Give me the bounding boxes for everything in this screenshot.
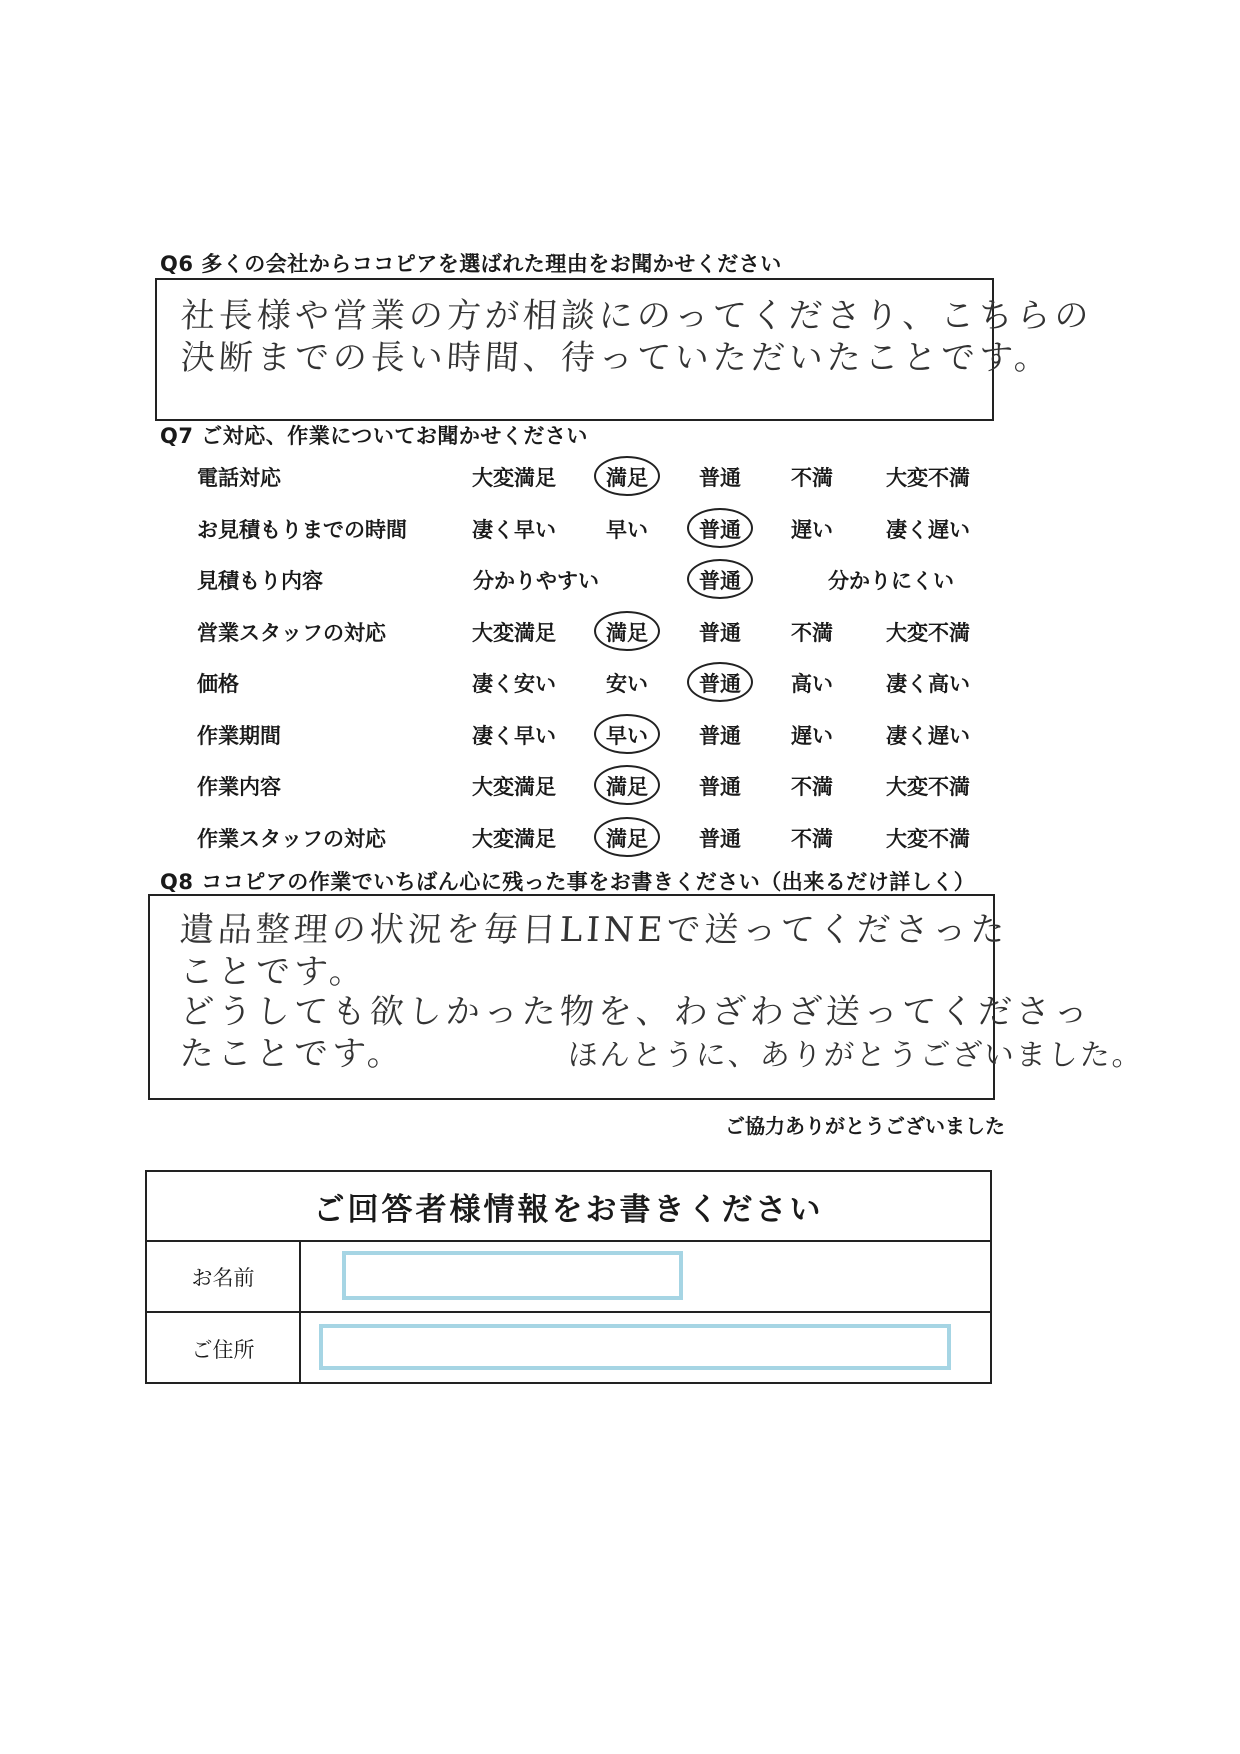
q7-option[interactable]: 満足 <box>606 466 648 490</box>
q7-option[interactable]: 不満 <box>791 466 833 490</box>
q8-answer-line-2: ことです。 <box>178 952 369 992</box>
q6-answer-line-2: 決断までの長い時間、待っていただいたことです。 <box>179 338 1054 378</box>
q7-option[interactable]: 大変不満 <box>886 620 970 645</box>
q7-option[interactable]: 分かりやすい <box>473 569 599 593</box>
q7-option[interactable]: 凄く高い <box>886 672 970 696</box>
q6-answer-line-1: 社長様や営業の方が相談にのってくださり、こちらの <box>179 296 1094 336</box>
q8-answer-closing: ほんとうに、ありがとうございました。 <box>566 1038 1145 1073</box>
q7-row-label: 価格 <box>197 672 239 696</box>
q7-option[interactable]: 大変不満 <box>886 826 970 851</box>
q7-option[interactable]: 早い <box>606 723 648 748</box>
q7-row-label: 作業スタッフの対応 <box>197 826 386 851</box>
q8-answer-line-3: どうしても欲しかった物を、わざわざ送ってくださっ <box>178 992 1093 1032</box>
q7-option[interactable]: 普通 <box>699 826 741 851</box>
q6-label: Q6 多くの会社からココピアを選ばれた理由をお聞かせください <box>160 252 782 276</box>
q7-row-label: 作業内容 <box>197 775 281 799</box>
q7-label: Q7 ご対応、作業についてお聞かせください <box>160 424 588 448</box>
q7-option[interactable]: 満足 <box>606 620 648 645</box>
q7-row-label: 作業期間 <box>197 723 281 748</box>
q7-option[interactable]: 普通 <box>699 569 741 593</box>
q7-option[interactable]: 大変満足 <box>472 775 556 799</box>
selected-circle-mark <box>594 817 660 857</box>
q7-row-label: お見積もりまでの時間 <box>197 517 407 542</box>
q7-option[interactable]: 凄く安い <box>472 672 556 696</box>
q7-option[interactable]: 普通 <box>699 723 741 748</box>
q7-option[interactable]: 大変満足 <box>472 826 556 851</box>
selected-circle-mark <box>687 559 753 599</box>
q7-option[interactable]: 普通 <box>699 517 741 542</box>
q7-option[interactable]: 普通 <box>699 620 741 645</box>
selected-circle-mark <box>687 662 753 702</box>
q7-option[interactable]: 普通 <box>699 466 741 490</box>
selected-circle-mark <box>687 508 753 548</box>
q7-option[interactable]: 凄く早い <box>472 723 556 748</box>
name-field[interactable] <box>342 1251 683 1300</box>
q7-option[interactable]: 安い <box>606 672 648 696</box>
q7-option[interactable]: 満足 <box>606 826 648 851</box>
selected-circle-mark <box>594 714 660 754</box>
thanks-message: ご協力ありがとうございました <box>725 1114 1005 1138</box>
q8-answer-line-1: 遺品整理の状況を毎日LINEで送ってくださった <box>178 910 1010 950</box>
q7-option[interactable]: 凄く遅い <box>886 517 970 542</box>
q7-option[interactable]: 不満 <box>791 775 833 799</box>
address-field[interactable] <box>319 1324 951 1370</box>
selected-circle-mark <box>594 456 660 496</box>
q6-answer-box[interactable] <box>155 278 1094 421</box>
q7-option[interactable]: 高い <box>791 672 833 696</box>
q8-answer-line-4: たことです。 <box>178 1034 407 1074</box>
q7-option[interactable]: 遅い <box>791 723 833 748</box>
q7-option[interactable]: 大変不満 <box>886 775 970 799</box>
q7-row-label: 見積もり内容 <box>197 569 323 593</box>
q7-option[interactable]: 不満 <box>791 620 833 645</box>
selected-circle-mark <box>594 611 660 651</box>
q7-option[interactable]: 満足 <box>606 775 648 799</box>
q7-row-label: 電話対応 <box>197 466 281 490</box>
q7-option[interactable]: 大変不満 <box>886 466 970 490</box>
q7-option[interactable]: 遅い <box>791 517 833 542</box>
respondent-info-table <box>145 1170 992 1384</box>
q7-option[interactable]: 凄く早い <box>472 517 556 542</box>
q7-option[interactable]: 大変満足 <box>472 620 556 645</box>
q7-option[interactable]: 分かりにくい <box>828 569 954 593</box>
q7-option[interactable]: 大変満足 <box>472 466 556 490</box>
q7-row-label: 営業スタッフの対応 <box>197 620 386 645</box>
name-row <box>147 1242 990 1313</box>
q8-answer-box[interactable] <box>148 894 1145 1100</box>
q7-option[interactable]: 普通 <box>699 672 741 696</box>
name-label: お名前 <box>147 1242 301 1311</box>
address-row <box>147 1313 990 1384</box>
q7-option[interactable]: 凄く遅い <box>886 723 970 748</box>
q8-label: Q8 ココピアの作業でいちばん心に残った事をお書きください（出来るだけ詳しく） <box>160 870 976 894</box>
q7-option[interactable]: 普通 <box>699 775 741 799</box>
selected-circle-mark <box>594 765 660 805</box>
address-label: ご住所 <box>147 1313 301 1384</box>
q7-option[interactable]: 不満 <box>791 826 833 851</box>
info-title: ご回答者様情報をお書きください <box>147 1172 990 1242</box>
q7-option[interactable]: 早い <box>606 517 648 542</box>
